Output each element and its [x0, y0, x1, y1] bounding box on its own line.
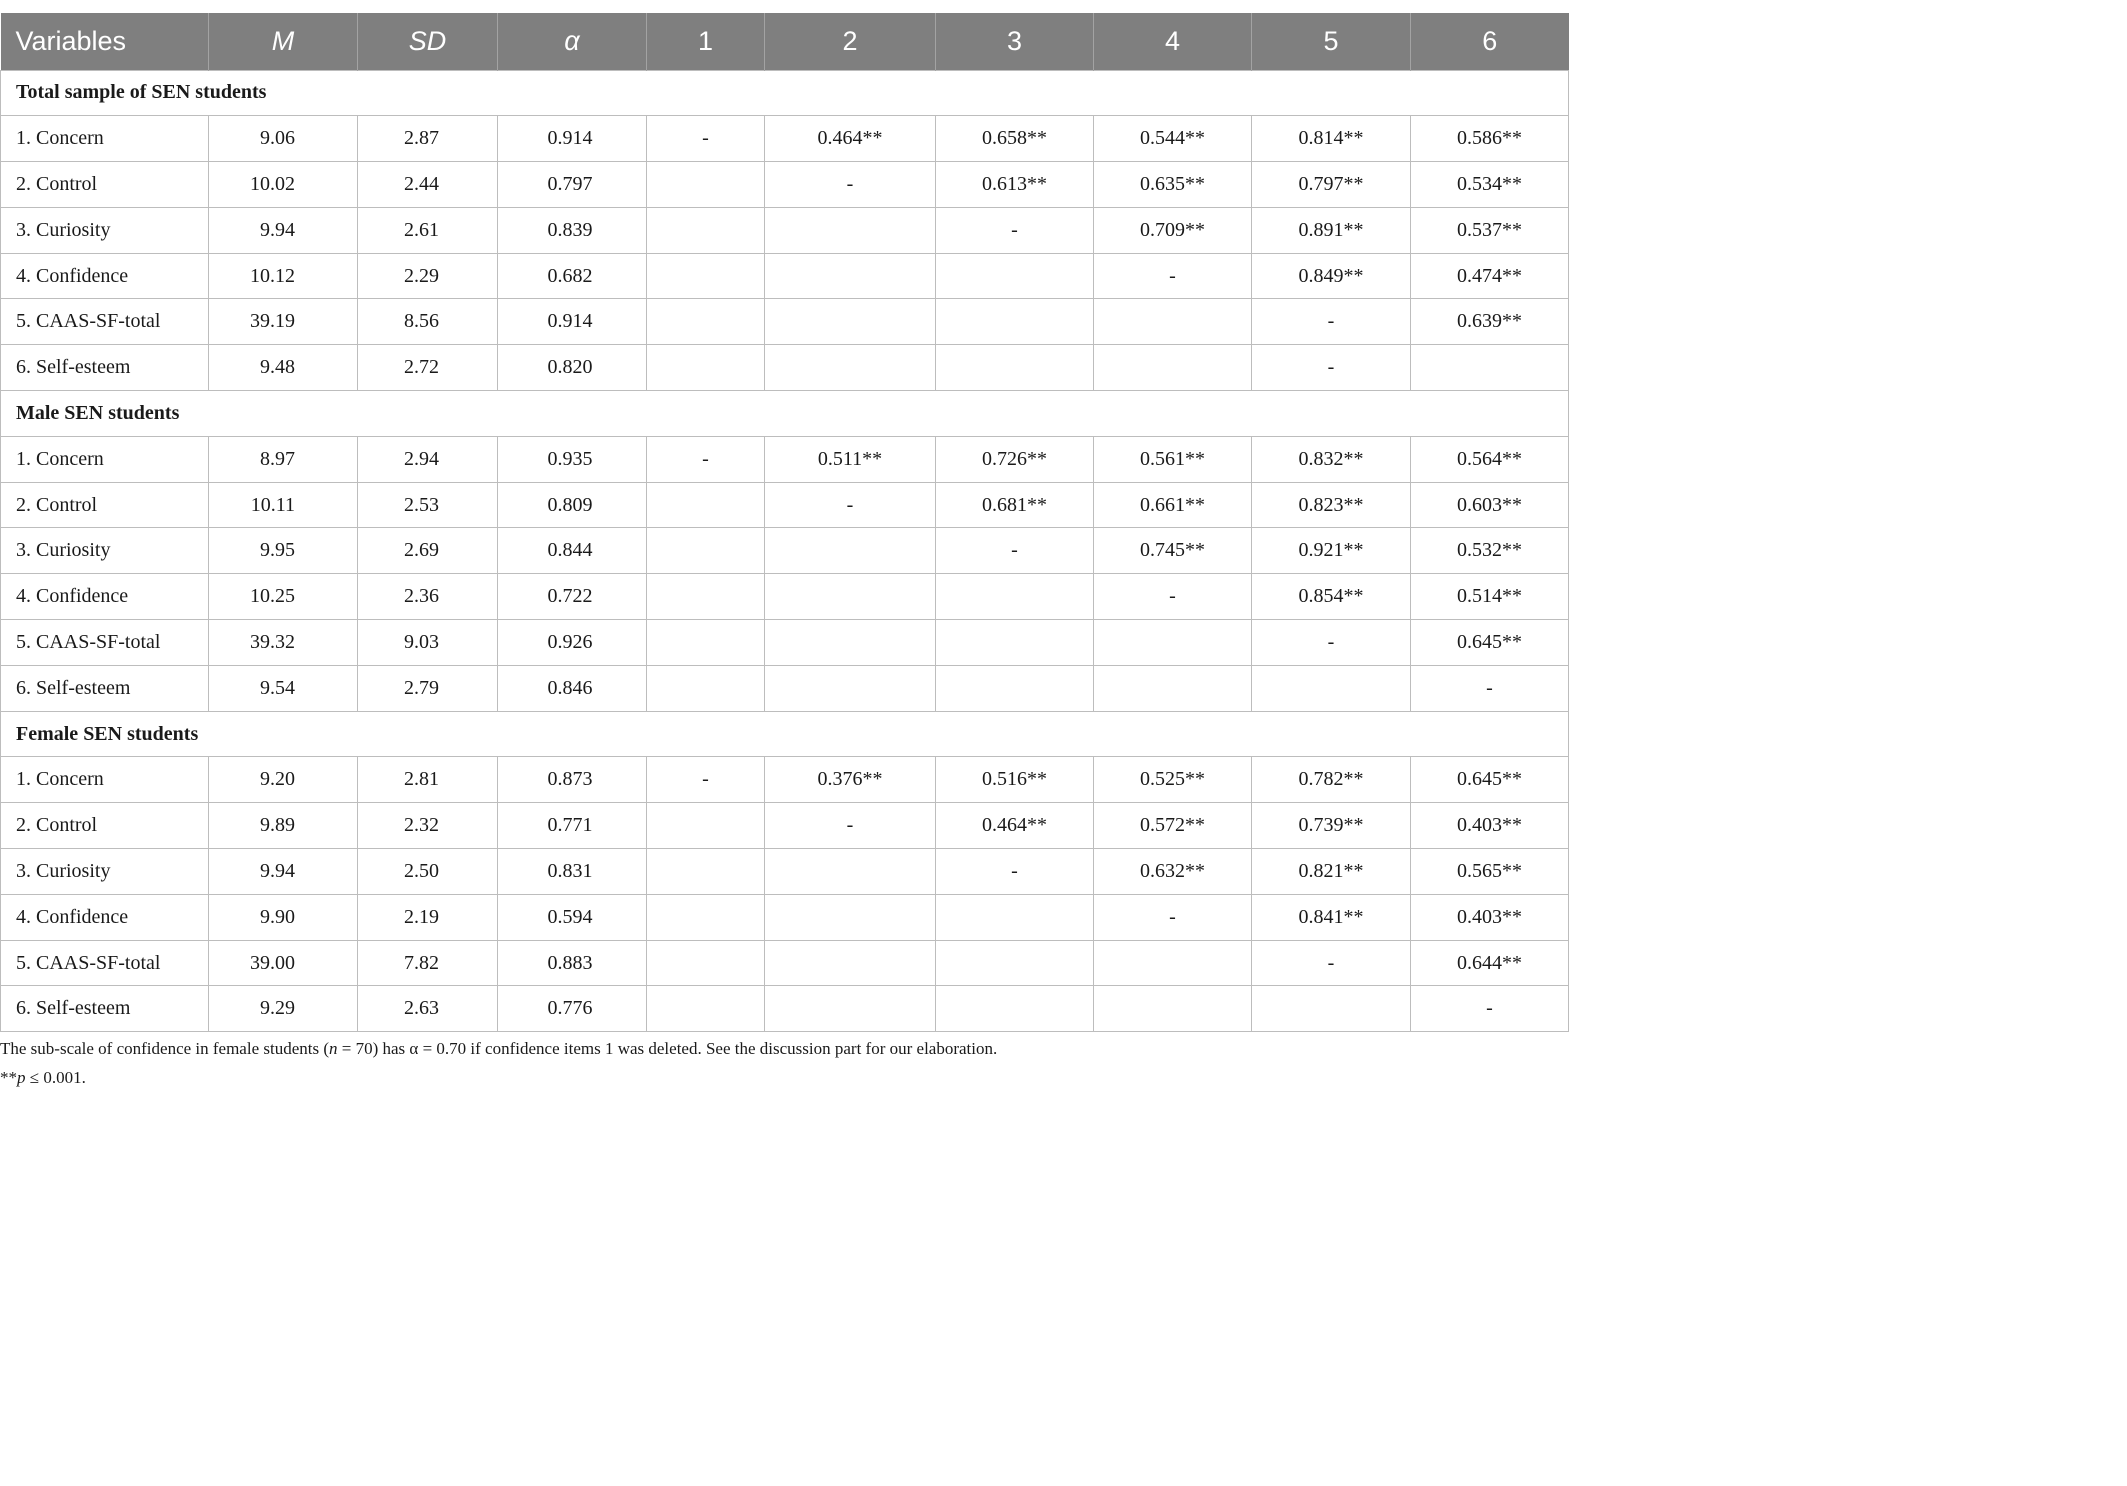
- table-note-alpha: [0, 1039, 997, 1059]
- table-row: [1, 207, 1569, 253]
- corr-4-cell: [1094, 620, 1252, 666]
- corr-5-cell: 0.854**: [1252, 574, 1411, 620]
- corr-3-cell: 0.658**: [936, 116, 1094, 162]
- corr-2-cell: [765, 574, 936, 620]
- sd-cell: 2.36: [358, 574, 498, 620]
- corr-6-cell: 0.639**: [1411, 299, 1569, 345]
- alpha-cell: 0.809: [498, 482, 647, 528]
- corr-3-cell: [936, 986, 1094, 1032]
- variable-label: 3. Curiosity: [1, 528, 209, 574]
- corr-3-cell: -: [936, 207, 1094, 253]
- corr-4-cell: 0.525**: [1094, 757, 1252, 803]
- corr-1-cell: -: [647, 757, 765, 803]
- corr-2-cell: [765, 253, 936, 299]
- alpha-cell: 0.844: [498, 528, 647, 574]
- variable-label: 4. Confidence: [1, 574, 209, 620]
- corr-2-cell: 0.464**: [765, 116, 936, 162]
- corr-4-cell: 0.632**: [1094, 849, 1252, 895]
- corr-6-cell: 0.645**: [1411, 757, 1569, 803]
- corr-6-cell: 0.403**: [1411, 894, 1569, 940]
- sd-cell: 2.61: [358, 207, 498, 253]
- table-row: [1, 253, 1569, 299]
- corr-2-cell: [765, 345, 936, 391]
- corr-5-cell: -: [1252, 620, 1411, 666]
- corr-5-cell: 0.891**: [1252, 207, 1411, 253]
- variable-label: 1. Concern: [1, 757, 209, 803]
- mean-cell: 9.54: [209, 665, 358, 711]
- mean-cell: 10.25: [209, 574, 358, 620]
- corr-4-cell: 0.635**: [1094, 162, 1252, 208]
- corr-2-cell: [765, 849, 936, 895]
- table-row: [1, 345, 1569, 391]
- mean-cell: 39.32: [209, 620, 358, 666]
- corr-1-cell: [647, 482, 765, 528]
- sd-cell: 2.29: [358, 253, 498, 299]
- alpha-cell: 0.776: [498, 986, 647, 1032]
- corr-6-cell: -: [1411, 986, 1569, 1032]
- mean-cell: 10.11: [209, 482, 358, 528]
- variable-label: 1. Concern: [1, 116, 209, 162]
- table-row: [1, 299, 1569, 345]
- table-note-significance: [0, 1068, 86, 1088]
- variable-label: 4. Confidence: [1, 894, 209, 940]
- table-row: [1, 849, 1569, 895]
- table-row: [1, 803, 1569, 849]
- corr-3-cell: [936, 894, 1094, 940]
- sd-cell: 2.50: [358, 849, 498, 895]
- header-sd: SD: [358, 13, 498, 70]
- table-row: [1, 116, 1569, 162]
- note-text-post: = 70) has α = 0.70 if confidence items 1 was deleted. See the discussion part for our elaboration.: [337, 1039, 998, 1058]
- sd-cell: 2.81: [358, 757, 498, 803]
- sd-cell: 2.79: [358, 665, 498, 711]
- corr-1-cell: [647, 162, 765, 208]
- corr-2-cell: 0.376**: [765, 757, 936, 803]
- corr-6-cell: 0.565**: [1411, 849, 1569, 895]
- variable-label: 5. CAAS-SF-total: [1, 940, 209, 986]
- corr-6-cell: 0.474**: [1411, 253, 1569, 299]
- corr-1-cell: [647, 986, 765, 1032]
- corr-1-cell: [647, 803, 765, 849]
- table-row: [1, 528, 1569, 574]
- sd-cell: 2.63: [358, 986, 498, 1032]
- variable-label: 5. CAAS-SF-total: [1, 620, 209, 666]
- corr-4-cell: 0.745**: [1094, 528, 1252, 574]
- note-mark: **: [0, 1068, 17, 1087]
- alpha-cell: 0.846: [498, 665, 647, 711]
- corr-1-cell: [647, 253, 765, 299]
- mean-cell: 39.19: [209, 299, 358, 345]
- mean-cell: 9.29: [209, 986, 358, 1032]
- corr-1-cell: [647, 940, 765, 986]
- sd-cell: 2.44: [358, 162, 498, 208]
- corr-5-cell: [1252, 986, 1411, 1032]
- corr-6-cell: 0.403**: [1411, 803, 1569, 849]
- corr-4-cell: [1094, 665, 1252, 711]
- sd-cell: 2.32: [358, 803, 498, 849]
- corr-6-cell: 0.532**: [1411, 528, 1569, 574]
- correlation-table: [0, 13, 1569, 1032]
- header-alpha: α: [498, 13, 647, 70]
- corr-2-cell: -: [765, 482, 936, 528]
- corr-6-cell: 0.564**: [1411, 436, 1569, 482]
- variable-label: 6. Self-esteem: [1, 345, 209, 391]
- corr-3-cell: [936, 345, 1094, 391]
- corr-4-cell: -: [1094, 574, 1252, 620]
- mean-cell: 9.20: [209, 757, 358, 803]
- corr-3-cell: 0.681**: [936, 482, 1094, 528]
- mean-cell: 9.94: [209, 207, 358, 253]
- corr-4-cell: 0.561**: [1094, 436, 1252, 482]
- corr-1-cell: [647, 207, 765, 253]
- alpha-cell: 0.722: [498, 574, 647, 620]
- corr-2-cell: [765, 528, 936, 574]
- corr-3-cell: 0.726**: [936, 436, 1094, 482]
- mean-cell: 9.89: [209, 803, 358, 849]
- header-mean: M: [209, 13, 358, 70]
- group-header-row: [1, 711, 1569, 757]
- corr-1-cell: -: [647, 116, 765, 162]
- corr-5-cell: 0.814**: [1252, 116, 1411, 162]
- mean-cell: 9.90: [209, 894, 358, 940]
- header-col-1: 1: [647, 13, 765, 70]
- mean-cell: 9.94: [209, 849, 358, 895]
- corr-5-cell: -: [1252, 940, 1411, 986]
- alpha-cell: 0.914: [498, 299, 647, 345]
- header-row: [1, 13, 1569, 70]
- corr-6-cell: [1411, 345, 1569, 391]
- corr-1-cell: [647, 528, 765, 574]
- sd-cell: 2.94: [358, 436, 498, 482]
- corr-5-cell: 0.797**: [1252, 162, 1411, 208]
- table-row: [1, 757, 1569, 803]
- sd-cell: 8.56: [358, 299, 498, 345]
- corr-1-cell: [647, 299, 765, 345]
- corr-2-cell: [765, 207, 936, 253]
- corr-3-cell: [936, 299, 1094, 345]
- sd-cell: 2.19: [358, 894, 498, 940]
- variable-label: 6. Self-esteem: [1, 986, 209, 1032]
- variable-label: 4. Confidence: [1, 253, 209, 299]
- alpha-cell: 0.914: [498, 116, 647, 162]
- corr-5-cell: [1252, 665, 1411, 711]
- corr-6-cell: 0.537**: [1411, 207, 1569, 253]
- table-row: [1, 665, 1569, 711]
- corr-6-cell: 0.644**: [1411, 940, 1569, 986]
- mean-cell: 10.12: [209, 253, 358, 299]
- table-body: [1, 70, 1569, 1032]
- sd-cell: 9.03: [358, 620, 498, 666]
- header-col-3: 3: [936, 13, 1094, 70]
- corr-5-cell: 0.821**: [1252, 849, 1411, 895]
- header-col-4: 4: [1094, 13, 1252, 70]
- note-n: n: [329, 1039, 338, 1058]
- corr-5-cell: 0.832**: [1252, 436, 1411, 482]
- corr-2-cell: [765, 665, 936, 711]
- sd-cell: 2.72: [358, 345, 498, 391]
- note-p-threshold: ≤ 0.001.: [25, 1068, 86, 1087]
- corr-6-cell: 0.586**: [1411, 116, 1569, 162]
- header-col-5: 5: [1252, 13, 1411, 70]
- table-row: [1, 940, 1569, 986]
- corr-4-cell: 0.572**: [1094, 803, 1252, 849]
- variable-label: 2. Control: [1, 482, 209, 528]
- alpha-cell: 0.873: [498, 757, 647, 803]
- alpha-cell: 0.935: [498, 436, 647, 482]
- corr-2-cell: [765, 299, 936, 345]
- alpha-cell: 0.926: [498, 620, 647, 666]
- corr-5-cell: 0.823**: [1252, 482, 1411, 528]
- corr-4-cell: [1094, 345, 1252, 391]
- corr-3-cell: 0.613**: [936, 162, 1094, 208]
- corr-5-cell: 0.849**: [1252, 253, 1411, 299]
- sd-cell: 2.69: [358, 528, 498, 574]
- corr-1-cell: [647, 665, 765, 711]
- corr-5-cell: -: [1252, 299, 1411, 345]
- variable-label: 2. Control: [1, 803, 209, 849]
- corr-1-cell: [647, 849, 765, 895]
- corr-2-cell: -: [765, 162, 936, 208]
- group-title: Female SEN students: [1, 711, 1569, 757]
- table-row: [1, 162, 1569, 208]
- corr-2-cell: [765, 940, 936, 986]
- corr-2-cell: 0.511**: [765, 436, 936, 482]
- variable-label: 3. Curiosity: [1, 207, 209, 253]
- group-header-row: [1, 70, 1569, 116]
- table-row: [1, 574, 1569, 620]
- corr-4-cell: 0.661**: [1094, 482, 1252, 528]
- corr-5-cell: 0.739**: [1252, 803, 1411, 849]
- corr-5-cell: -: [1252, 345, 1411, 391]
- corr-6-cell: 0.645**: [1411, 620, 1569, 666]
- mean-cell: 9.95: [209, 528, 358, 574]
- group-title: Male SEN students: [1, 391, 1569, 437]
- variable-label: 1. Concern: [1, 436, 209, 482]
- corr-2-cell: -: [765, 803, 936, 849]
- header-variables: Variables: [15, 25, 127, 56]
- mean-cell: 9.48: [209, 345, 358, 391]
- corr-5-cell: 0.921**: [1252, 528, 1411, 574]
- variable-label: 5. CAAS-SF-total: [1, 299, 209, 345]
- corr-3-cell: [936, 253, 1094, 299]
- corr-3-cell: [936, 574, 1094, 620]
- corr-3-cell: 0.464**: [936, 803, 1094, 849]
- alpha-cell: 0.883: [498, 940, 647, 986]
- corr-4-cell: 0.544**: [1094, 116, 1252, 162]
- corr-6-cell: 0.603**: [1411, 482, 1569, 528]
- corr-2-cell: [765, 986, 936, 1032]
- corr-3-cell: [936, 665, 1094, 711]
- table-row: [1, 986, 1569, 1032]
- table-row: [1, 894, 1569, 940]
- mean-cell: 9.06: [209, 116, 358, 162]
- alpha-cell: 0.831: [498, 849, 647, 895]
- corr-4-cell: [1094, 940, 1252, 986]
- corr-1-cell: [647, 894, 765, 940]
- corr-3-cell: [936, 620, 1094, 666]
- alpha-cell: 0.682: [498, 253, 647, 299]
- sd-cell: 2.53: [358, 482, 498, 528]
- corr-5-cell: 0.841**: [1252, 894, 1411, 940]
- mean-cell: 10.02: [209, 162, 358, 208]
- variable-label: 2. Control: [1, 162, 209, 208]
- corr-6-cell: 0.534**: [1411, 162, 1569, 208]
- corr-4-cell: [1094, 299, 1252, 345]
- corr-4-cell: 0.709**: [1094, 207, 1252, 253]
- corr-2-cell: [765, 894, 936, 940]
- variable-label: 6. Self-esteem: [1, 665, 209, 711]
- note-text-pre: The sub-scale of confidence in female students (: [0, 1039, 330, 1058]
- corr-3-cell: 0.516**: [936, 757, 1094, 803]
- corr-4-cell: -: [1094, 253, 1252, 299]
- mean-cell: 8.97: [209, 436, 358, 482]
- corr-3-cell: [936, 940, 1094, 986]
- corr-3-cell: -: [936, 849, 1094, 895]
- table-row: [1, 436, 1569, 482]
- sd-cell: 2.87: [358, 116, 498, 162]
- corr-1-cell: [647, 620, 765, 666]
- corr-1-cell: [647, 574, 765, 620]
- variable-label: 3. Curiosity: [1, 849, 209, 895]
- alpha-cell: 0.771: [498, 803, 647, 849]
- corr-2-cell: [765, 620, 936, 666]
- corr-3-cell: -: [936, 528, 1094, 574]
- group-header-row: [1, 391, 1569, 437]
- alpha-cell: 0.797: [498, 162, 647, 208]
- table-row: [1, 620, 1569, 666]
- corr-1-cell: [647, 345, 765, 391]
- table-row: [1, 482, 1569, 528]
- alpha-cell: 0.820: [498, 345, 647, 391]
- mean-cell: 39.00: [209, 940, 358, 986]
- corr-5-cell: 0.782**: [1252, 757, 1411, 803]
- note-p: p: [17, 1068, 26, 1087]
- sd-cell: 7.82: [358, 940, 498, 986]
- alpha-cell: 0.839: [498, 207, 647, 253]
- header-col-6: 6: [1411, 13, 1569, 70]
- corr-4-cell: -: [1094, 894, 1252, 940]
- alpha-cell: 0.594: [498, 894, 647, 940]
- corr-6-cell: 0.514**: [1411, 574, 1569, 620]
- corr-6-cell: -: [1411, 665, 1569, 711]
- group-title: Total sample of SEN students: [1, 70, 1569, 116]
- corr-4-cell: [1094, 986, 1252, 1032]
- header-col-2: 2: [765, 13, 936, 70]
- corr-1-cell: -: [647, 436, 765, 482]
